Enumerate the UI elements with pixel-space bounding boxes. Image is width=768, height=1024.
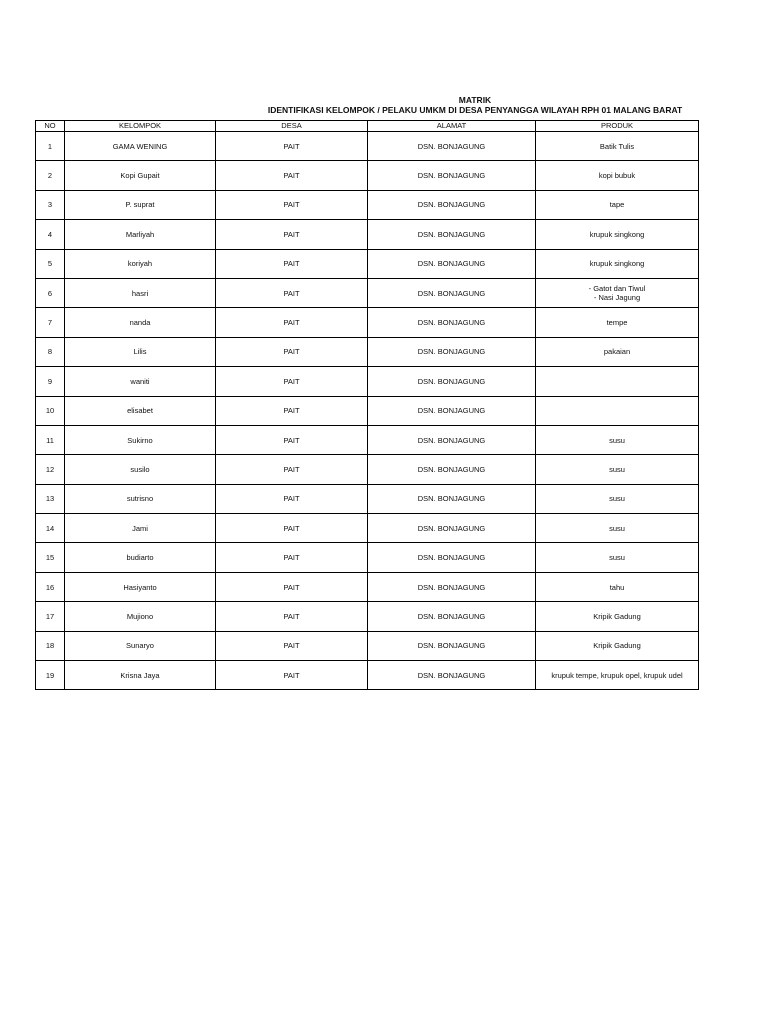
cell-alamat: DSN. BONJAGUNG — [368, 190, 536, 219]
cell-produk — [536, 396, 699, 425]
column-header-alamat: ALAMAT — [368, 121, 536, 132]
cell-no: 9 — [36, 367, 65, 396]
cell-desa: PAIT — [216, 484, 368, 513]
table-row — [36, 220, 699, 249]
cell-produk — [536, 278, 699, 307]
cell-no: 8 — [36, 337, 65, 366]
cell-kelompok: elisabet — [65, 396, 216, 425]
cell-kelompok: GAMA WENING — [65, 132, 216, 161]
cell-kelompok: Mujiono — [65, 602, 216, 631]
cell-alamat: DSN. BONJAGUNG — [368, 484, 536, 513]
produk-line: tempe — [606, 318, 628, 328]
cell-desa: PAIT — [216, 661, 368, 690]
table-row — [36, 367, 699, 396]
cell-alamat: DSN. BONJAGUNG — [368, 337, 536, 366]
cell-produk — [536, 337, 699, 366]
cell-desa: PAIT — [216, 602, 368, 631]
cell-produk — [536, 602, 699, 631]
cell-no: 4 — [36, 220, 65, 249]
table-row — [36, 396, 699, 425]
cell-desa: PAIT — [216, 514, 368, 543]
cell-produk — [536, 631, 699, 660]
cell-alamat: DSN. BONJAGUNG — [368, 249, 536, 278]
cell-no: 14 — [36, 514, 65, 543]
cell-kelompok: koriyah — [65, 249, 216, 278]
cell-produk — [536, 190, 699, 219]
cell-produk — [536, 455, 699, 484]
cell-kelompok: Sukirno — [65, 425, 216, 454]
cell-alamat: DSN. BONJAGUNG — [368, 132, 536, 161]
cell-produk — [536, 367, 699, 396]
cell-produk — [536, 543, 699, 572]
cell-alamat: DSN. BONJAGUNG — [368, 661, 536, 690]
cell-no: 10 — [36, 396, 65, 425]
produk-line: - Nasi Jagung — [593, 293, 641, 303]
cell-produk — [536, 308, 699, 337]
produk-line: - Gatot dan Tiwul — [588, 284, 646, 294]
cell-desa: PAIT — [216, 220, 368, 249]
document-header — [180, 95, 768, 115]
cell-produk — [536, 425, 699, 454]
cell-desa: PAIT — [216, 396, 368, 425]
column-header-desa: DESA — [216, 121, 368, 132]
column-header-kelompok: KELOMPOK — [65, 121, 216, 132]
cell-kelompok: waniti — [65, 367, 216, 396]
produk-line: susu — [609, 435, 625, 445]
column-header-produk: PRODUK — [536, 121, 699, 132]
table-row — [36, 249, 699, 278]
cell-no: 7 — [36, 308, 65, 337]
cell-kelompok: Jami — [65, 514, 216, 543]
cell-kelompok: P. suprat — [65, 190, 216, 219]
table-row — [36, 337, 699, 366]
cell-kelompok: Hasiyanto — [65, 572, 216, 601]
cell-no: 17 — [36, 602, 65, 631]
table-row — [36, 455, 699, 484]
cell-alamat: DSN. BONJAGUNG — [368, 396, 536, 425]
table-row — [36, 161, 699, 190]
cell-alamat: DSN. BONJAGUNG — [368, 455, 536, 484]
cell-alamat: DSN. BONJAGUNG — [368, 278, 536, 307]
cell-desa: PAIT — [216, 278, 368, 307]
cell-kelompok: sutrisno — [65, 484, 216, 513]
cell-desa: PAIT — [216, 631, 368, 660]
cell-kelompok: budiarto — [65, 543, 216, 572]
produk-line: Kripik Gadung — [593, 641, 641, 651]
table-row — [36, 661, 699, 690]
umkm-matrix-table — [35, 120, 699, 690]
cell-kelompok: Lilis — [65, 337, 216, 366]
produk-line: pakaian — [603, 347, 631, 357]
cell-kelompok: Sunaryo — [65, 631, 216, 660]
table-header-row — [36, 121, 699, 132]
cell-produk — [536, 484, 699, 513]
cell-no: 6 — [36, 278, 65, 307]
cell-no: 11 — [36, 425, 65, 454]
table-row — [36, 631, 699, 660]
table-row — [36, 308, 699, 337]
cell-alamat: DSN. BONJAGUNG — [368, 543, 536, 572]
cell-desa: PAIT — [216, 308, 368, 337]
cell-kelompok: hasri — [65, 278, 216, 307]
produk-line: susu — [609, 523, 625, 533]
cell-produk — [536, 132, 699, 161]
produk-line: krupuk singkong — [589, 229, 645, 239]
cell-kelompok: nanda — [65, 308, 216, 337]
cell-alamat: DSN. BONJAGUNG — [368, 602, 536, 631]
produk-line: susu — [609, 494, 625, 504]
produk-line: krupuk tempe, krupuk opel, krupuk udel — [551, 670, 683, 680]
cell-kelompok: Marliyah — [65, 220, 216, 249]
cell-alamat: DSN. BONJAGUNG — [368, 425, 536, 454]
cell-produk — [536, 220, 699, 249]
produk-line: tape — [609, 200, 625, 210]
produk-line: Kripik Gadung — [593, 611, 641, 621]
produk-line: krupuk singkong — [589, 259, 645, 269]
table-row — [36, 190, 699, 219]
cell-produk — [536, 249, 699, 278]
cell-kelompok: susilo — [65, 455, 216, 484]
produk-line: Batik Tulis — [599, 141, 635, 151]
cell-alamat: DSN. BONJAGUNG — [368, 308, 536, 337]
cell-no: 18 — [36, 631, 65, 660]
cell-desa: PAIT — [216, 337, 368, 366]
cell-no: 5 — [36, 249, 65, 278]
cell-produk — [536, 161, 699, 190]
table-row — [36, 572, 699, 601]
cell-desa: PAIT — [216, 190, 368, 219]
produk-line: tahu — [609, 582, 625, 592]
cell-no: 15 — [36, 543, 65, 572]
cell-desa: PAIT — [216, 161, 368, 190]
cell-no: 3 — [36, 190, 65, 219]
table-row — [36, 543, 699, 572]
cell-produk — [536, 572, 699, 601]
cell-desa: PAIT — [216, 572, 368, 601]
table-row — [36, 484, 699, 513]
produk-line: susu — [609, 464, 625, 474]
cell-produk — [536, 661, 699, 690]
cell-alamat: DSN. BONJAGUNG — [368, 572, 536, 601]
table-row — [36, 514, 699, 543]
cell-alamat: DSN. BONJAGUNG — [368, 514, 536, 543]
cell-alamat: DSN. BONJAGUNG — [368, 367, 536, 396]
cell-no: 13 — [36, 484, 65, 513]
table-row — [36, 602, 699, 631]
cell-desa: PAIT — [216, 543, 368, 572]
cell-desa: PAIT — [216, 455, 368, 484]
table-row — [36, 425, 699, 454]
cell-desa: PAIT — [216, 425, 368, 454]
column-header-no: NO — [36, 121, 65, 132]
table-body — [36, 132, 699, 690]
cell-no: 12 — [36, 455, 65, 484]
cell-no: 1 — [36, 132, 65, 161]
cell-desa: PAIT — [216, 367, 368, 396]
cell-alamat: DSN. BONJAGUNG — [368, 161, 536, 190]
cell-kelompok: Krisna Jaya — [65, 661, 216, 690]
table-row — [36, 278, 699, 307]
cell-alamat: DSN. BONJAGUNG — [368, 220, 536, 249]
table-row — [36, 132, 699, 161]
cell-desa: PAIT — [216, 132, 368, 161]
produk-line: susu — [609, 553, 625, 563]
cell-alamat: DSN. BONJAGUNG — [368, 631, 536, 660]
produk-line: kopi bubuk — [598, 171, 636, 181]
cell-no: 16 — [36, 572, 65, 601]
cell-desa: PAIT — [216, 249, 368, 278]
document-subtitle: IDENTIFIKASI KELOMPOK / PELAKU UMKM DI DESA PENYANGGA WILAYAH RPH 01 MALANG BARAT — [267, 105, 683, 115]
cell-no: 2 — [36, 161, 65, 190]
cell-kelompok: Kopi Gupait — [65, 161, 216, 190]
document-title: MATRIK — [458, 95, 492, 105]
cell-produk — [536, 514, 699, 543]
cell-no: 19 — [36, 661, 65, 690]
